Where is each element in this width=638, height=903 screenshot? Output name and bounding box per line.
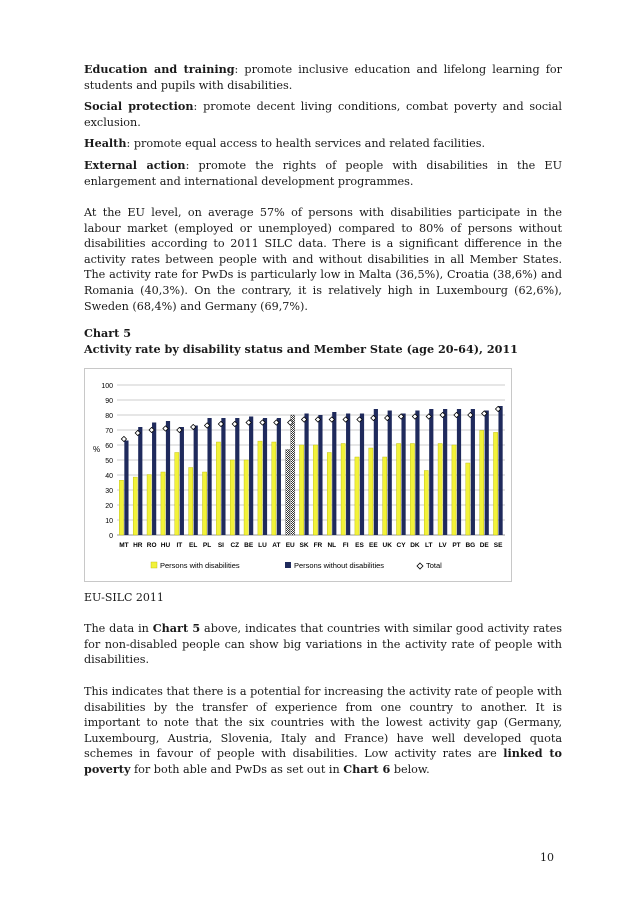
bar-without-disabilities-be (249, 417, 253, 536)
text-education: : promote inclusive education and lifelong learning for students and pupils with disabilities. (84, 63, 562, 92)
text-p7-a: This indicates that there is a potential for increasing the activity rate of people with disabilities by the transfer of experience from one country to another. It is important to note that the six countries with the lowest activity gap (Germany, Luxembourg, Austria, Slovenia, Italy and France) have well developed quota schemes in favour of people with disabilities. Low activity rates are (84, 685, 562, 761)
x-tick-label: CZ (230, 542, 240, 549)
text-p7-e: below. (390, 762, 430, 776)
x-tick-label: LU (258, 542, 267, 549)
legend-swatch-without-disabilities (285, 562, 291, 568)
bar-with-disabilities-eu (286, 450, 290, 536)
text-p6-c: above, indicates that countries with similar good activity rates for non-disabled people can show big variations in the activity rate of people with disabilities. (84, 622, 562, 667)
legend-swatch-with-disabilities (151, 562, 157, 568)
bar-without-disabilities-lt (429, 409, 433, 535)
x-tick-label: FR (313, 542, 323, 549)
x-tick-label: EL (189, 542, 198, 549)
ref-chart-5: Chart 5 (152, 621, 201, 635)
bar-without-disabilities-eu (291, 415, 295, 535)
bar-with-disabilities-uk (383, 457, 387, 535)
paragraph-potential (84, 684, 562, 778)
paragraph-education (84, 62, 562, 93)
bar-with-disabilities-cy (396, 444, 400, 536)
bar-without-disabilities-pl (207, 418, 211, 535)
y-tick-label: 10 (105, 518, 113, 525)
paragraph-chart-commentary (84, 621, 562, 668)
bar-with-disabilities-at (272, 442, 276, 535)
text-health: : promote equal access to health services and related facilities. (126, 137, 486, 150)
paragraph-eu-level: At the EU level, on average 57% of persons with disabilities participate in the labour market (employed or unemployed) compared to 80% of persons without disabilities according to 2011 SILC data. There is a significant difference in the activity rates between people with and without disabilities in all Member States. The activity rate for PwDs is particularly low in Malta (36,5%), Croatia (38,6%) and Romania (40,3%). On the contrary, it is relatively high in Luxembourg (62,6%), Sweden (68,4%) and Germany (69,7%). (84, 206, 562, 313)
term-education: Education and training (84, 62, 235, 76)
bar-with-disabilities-ee (369, 448, 373, 535)
term-social-protection: Social protection (84, 99, 194, 113)
text-p6-a: The data in (84, 622, 153, 635)
bar-with-disabilities-hr (133, 477, 137, 535)
x-tick-label: BE (244, 542, 254, 549)
bar-with-disabilities-cz (230, 460, 234, 535)
y-tick-label: 70 (105, 428, 113, 435)
bar-without-disabilities-lv (443, 409, 447, 535)
paragraph-external-action (84, 158, 562, 189)
chart-source: EU-SILC 2011 (84, 591, 164, 604)
x-tick-label: EE (369, 542, 378, 549)
x-tick-label: ES (355, 542, 364, 549)
bar-with-disabilities-nl (327, 453, 331, 536)
bar-without-disabilities-mt (124, 441, 128, 536)
legend-label-with-disabilities: Persons with disabilities (160, 561, 240, 570)
bar-with-disabilities-sk (299, 445, 303, 535)
bar-with-disabilities-de (480, 430, 484, 535)
bar-with-disabilities-lu (258, 441, 262, 535)
x-tick-label: RO (146, 542, 157, 549)
bar-without-disabilities-hr (138, 427, 142, 535)
term-external-action: External action (84, 158, 186, 172)
ref-chart-6: Chart 6 (343, 761, 391, 776)
bar-with-disabilities-es (355, 457, 359, 535)
y-tick-label: 20 (105, 503, 113, 510)
x-tick-label: PT (452, 542, 461, 549)
x-tick-label: DE (479, 542, 489, 549)
x-tick-label: SE (493, 542, 503, 549)
x-tick-label: FI (342, 542, 349, 549)
legend-swatch-total (417, 563, 423, 569)
y-tick-label: 0 (109, 533, 113, 540)
bar-with-disabilities-ro (147, 475, 151, 535)
text-p7-c: for both able and PwDs as set out in (130, 762, 344, 776)
bar-without-disabilities-dk (415, 411, 419, 536)
chart-title: Activity rate by disability status and Member State (age 20-64), 2011 (84, 342, 518, 356)
x-tick-label: PL (202, 542, 212, 549)
bar-without-disabilities-uk (388, 411, 392, 536)
bar-without-disabilities-lu (263, 418, 267, 535)
x-tick-label: SI (217, 542, 225, 549)
x-tick-label: BG (465, 542, 476, 549)
bar-without-disabilities-hu (166, 421, 170, 535)
bar-without-disabilities-se (498, 406, 502, 535)
legend-label-without-disabilities: Persons without disabilities (294, 561, 385, 570)
text-social-protection: : promote decent living conditions, combat poverty and social exclusion. (84, 100, 562, 129)
bar-with-disabilities-pt (452, 445, 456, 535)
x-tick-label: MT (119, 542, 129, 549)
bar-without-disabilities-fr (318, 415, 322, 535)
chart-canvas (85, 369, 511, 581)
bar-without-disabilities-it (180, 427, 184, 535)
text-external-action: : promote the rights of people with disabilities in the EU enlargement and international development programmes. (84, 159, 562, 188)
bar-with-disabilities-mt (119, 480, 123, 535)
bar-without-disabilities-ee (374, 409, 378, 535)
bar-without-disabilities-es (360, 414, 364, 536)
bar-without-disabilities-ro (152, 423, 156, 536)
bar-without-disabilities-fi (346, 414, 350, 536)
x-tick-label: HR (133, 542, 143, 549)
x-tick-label: LV (438, 542, 447, 549)
bar-without-disabilities-sk (304, 414, 308, 536)
bar-with-disabilities-fr (313, 445, 317, 535)
x-tick-label: SK (299, 542, 309, 549)
bar-with-disabilities-it (175, 453, 179, 536)
bar-without-disabilities-at (277, 418, 281, 535)
x-tick-label: EU (285, 542, 295, 549)
y-tick-label: 100 (101, 383, 113, 390)
paragraph-health (84, 136, 562, 152)
x-tick-label: HU (160, 542, 171, 549)
bar-without-disabilities-de (485, 411, 489, 536)
bar-without-disabilities-cy (401, 414, 405, 536)
bar-with-disabilities-be (244, 460, 248, 535)
x-tick-label: AT (272, 542, 281, 549)
y-tick-label: 90 (105, 398, 113, 405)
y-tick-label: 50 (105, 458, 113, 465)
bar-without-disabilities-bg (471, 409, 475, 535)
bar-without-disabilities-cz (235, 418, 239, 535)
y-tick-label: 80 (105, 413, 113, 420)
activity-rate-chart (84, 368, 512, 582)
x-tick-label: CY (396, 542, 406, 549)
bar-without-disabilities-nl (332, 412, 336, 535)
bar-with-disabilities-dk (410, 444, 414, 536)
term-linked-to-poverty: linked to poverty (84, 746, 563, 776)
y-axis-label: % (93, 445, 101, 454)
term-health: Health (84, 136, 127, 150)
bar-with-disabilities-pl (202, 472, 206, 535)
legend-label-total: Total (426, 561, 442, 570)
bar-without-disabilities-el (194, 426, 198, 536)
bar-with-disabilities-hu (161, 472, 165, 535)
bar-with-disabilities-se (493, 432, 497, 535)
bar-with-disabilities-bg (466, 463, 470, 535)
y-tick-label: 30 (105, 488, 113, 495)
bar-with-disabilities-lv (438, 444, 442, 536)
x-tick-label: NL (327, 542, 337, 549)
bar-with-disabilities-fi (341, 444, 345, 536)
bar-with-disabilities-si (216, 442, 220, 535)
y-tick-label: 40 (105, 473, 113, 480)
x-tick-label: UK (382, 542, 392, 549)
page-number: 10 (540, 851, 554, 864)
bar-without-disabilities-si (221, 418, 225, 535)
y-tick-label: 60 (105, 443, 113, 450)
bar-with-disabilities-el (189, 468, 193, 536)
chart-label: Chart 5 (84, 326, 132, 340)
paragraph-social-protection (84, 99, 562, 130)
x-tick-label: LT (425, 542, 433, 549)
x-tick-label: IT (176, 542, 183, 549)
bar-with-disabilities-lt (424, 471, 428, 536)
bar-without-disabilities-pt (457, 409, 461, 535)
x-tick-label: DK (410, 542, 420, 549)
